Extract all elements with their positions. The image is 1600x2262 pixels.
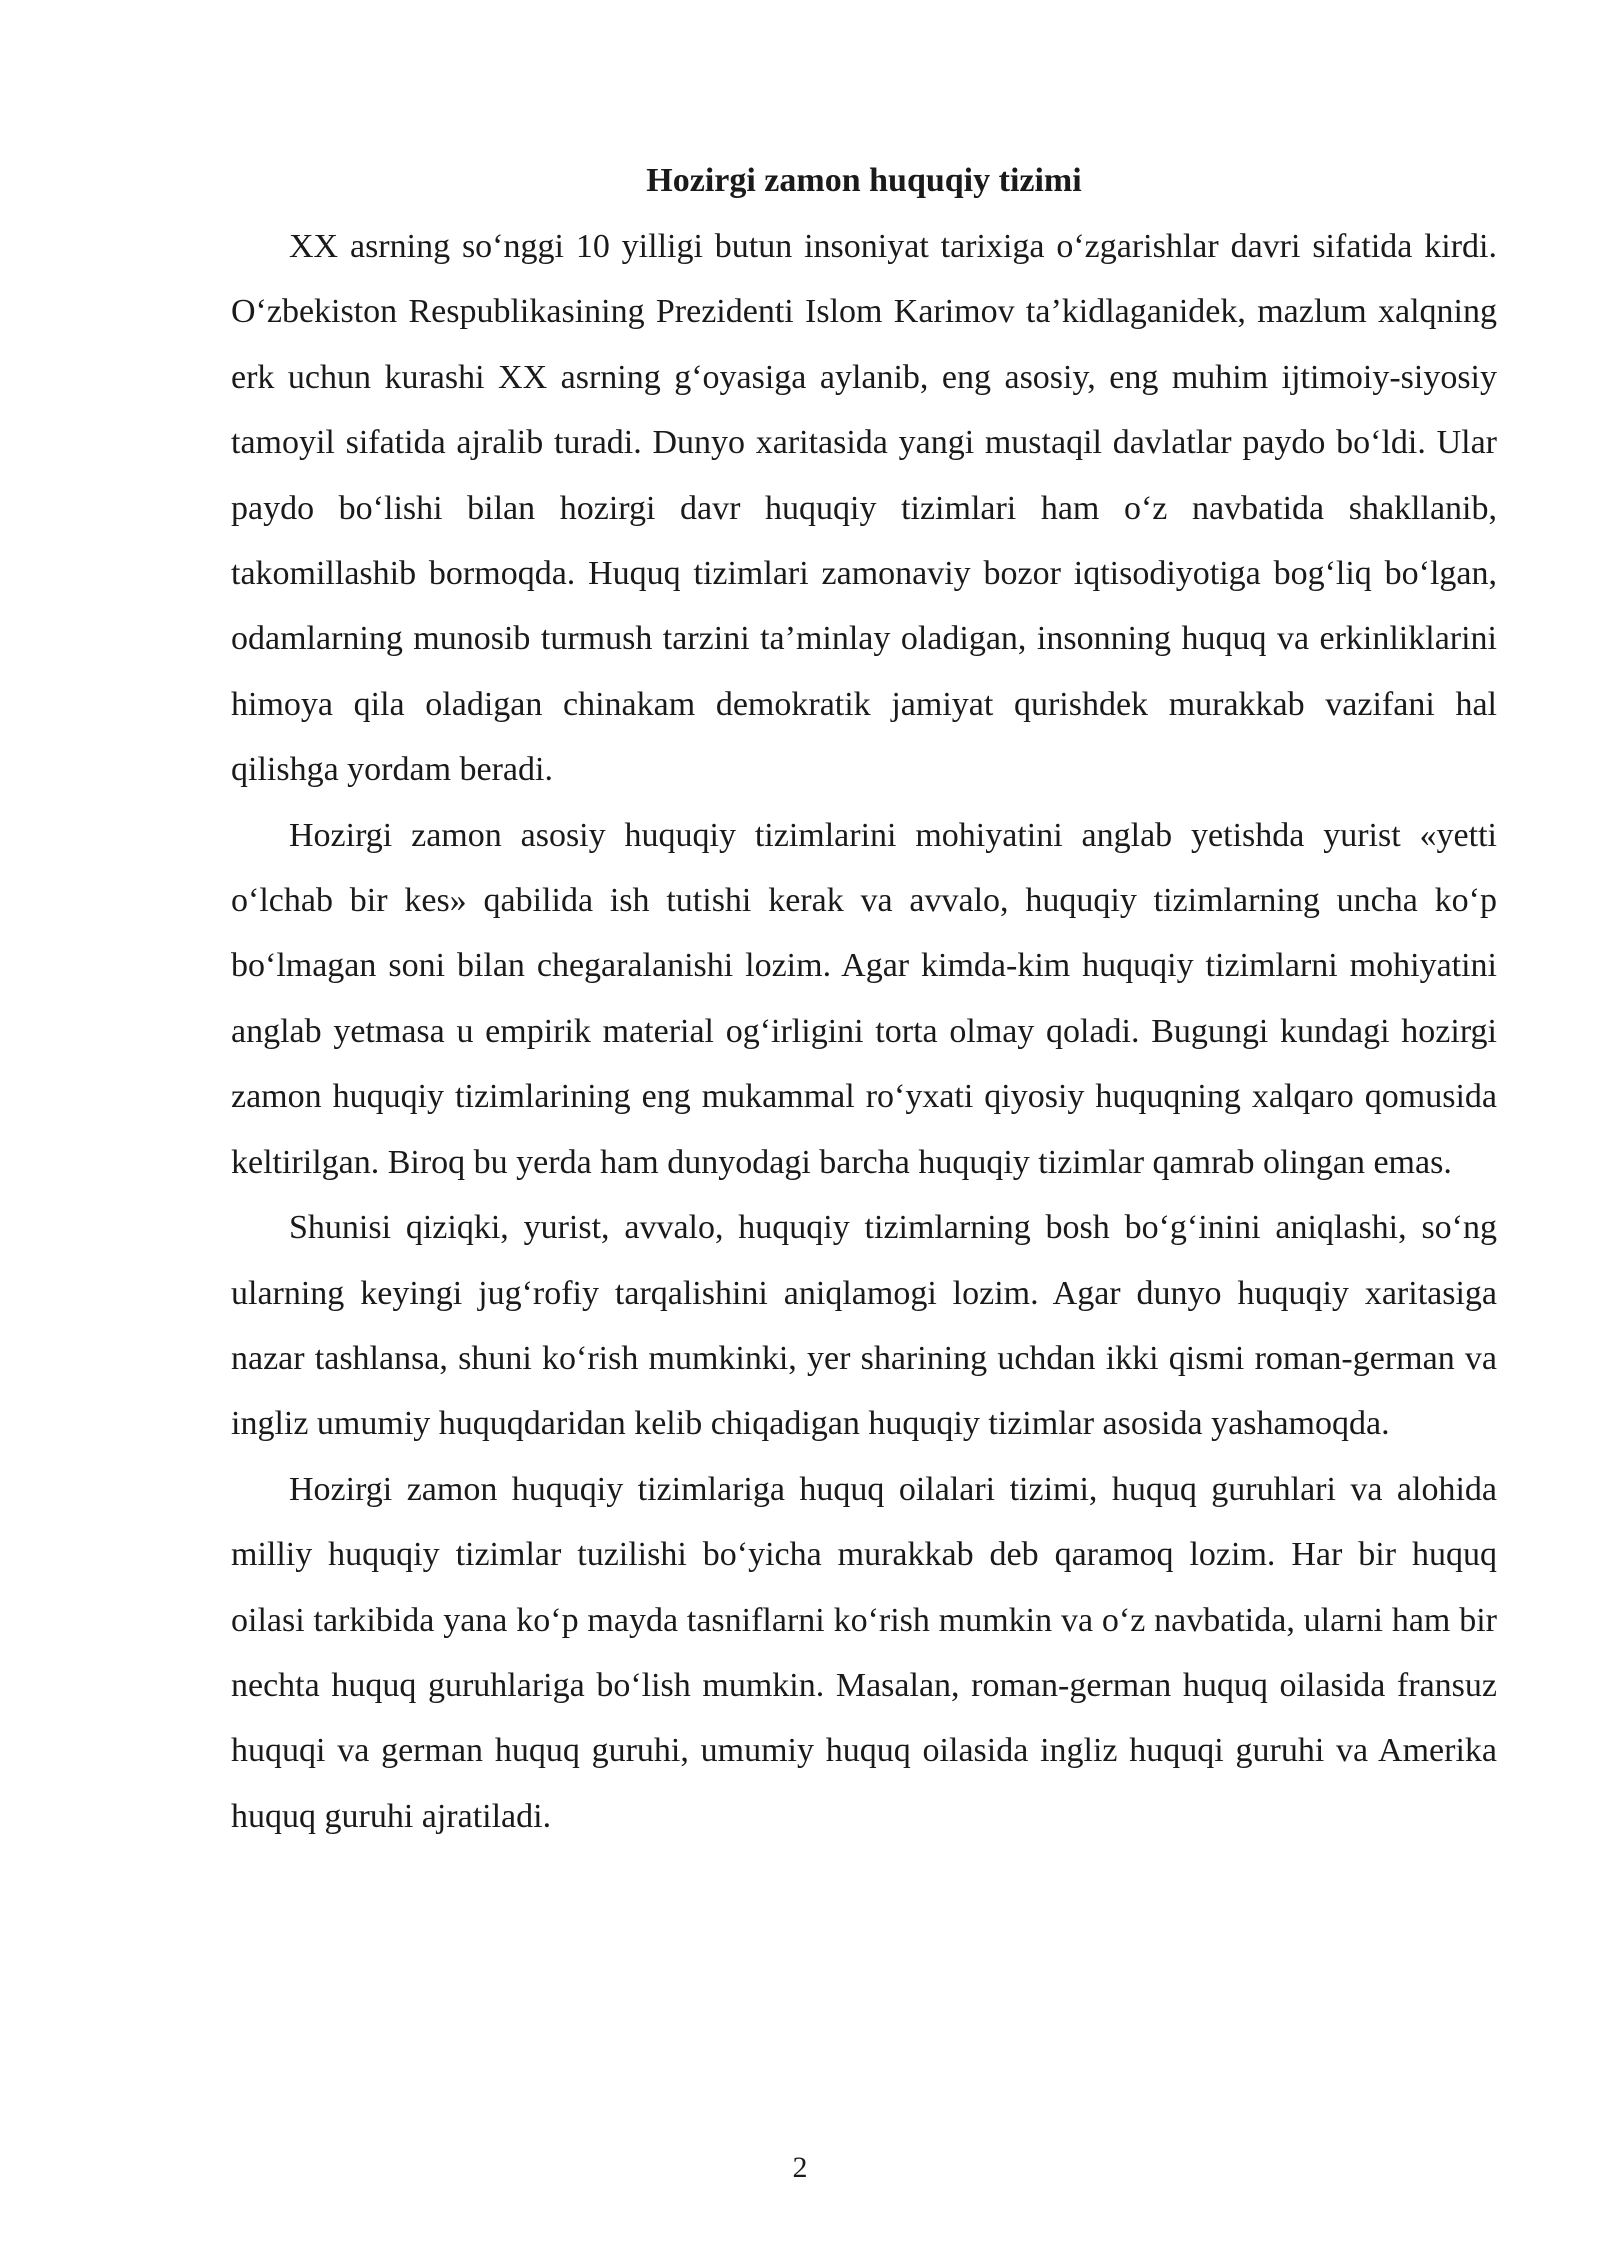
paragraph-2: Hozirgi zamon asosiy huquqiy tizimlarini mohiyatini anglab yetishda yurist «yetti o‘lchab bir kes» qabilida ish tutishi kerak va avvalo, huquqiy tizimlarning uncha ko‘p bo‘lmagan soni bilan chegaralanishi lozim. Agar kimda-kim huquqiy tizimlarni mohiyatini anglab yetmasa u empirik material og‘irligini torta olmay qoladi. Bugungi kundagi hozirgi zamon huquqiy tizimlarining eng mukammal ro‘yxati qiyosiy huquqning xalqaro qomusida keltirilgan. Biroq bu yerda ham dunyodagi barcha huquqiy tizimlar qamrab olingan emas. <box>231 816 1497 1181</box>
paragraph-4: Hozirgi zamon huquqiy tizimlariga huquq oilalari tizimi, huquq guruhlari va alohida milliy huquqiy tizimlar tuzilishi bo‘yicha murakkab deb qaramoq lozim. Har bir huquq oilasi tarkibida yana ko‘p mayda tasniflarni ko‘rish mumkin va o‘z navbatida, ularni ham bir nechta huquq guruhlariga bo‘lish mumkin. Masalan, roman-german huquq oilasida fransuz huquqi va german huquq guruhi, umumiy huquq oilasida ingliz huquqi guruhi va Amerika huquq guruhi ajratiladi. <box>231 1470 1497 1835</box>
page-number: 2 <box>792 2151 808 2184</box>
page-content <box>231 148 1497 1849</box>
paragraph-3: Shunisi qiziqki, yurist, avvalo, huquqiy tizimlarning bosh bo‘g‘inini aniqlashi, so‘ng ularning keyingi jug‘rofiy tarqalishini aniqlamogi lozim. Agar dunyo huquqiy xaritasiga nazar tashlansa, shuni ko‘rish mumkinki, yer sharining uchdan ikki qismi roman-german va ingliz umumiy huquqdaridan kelib chiqadigan huquqiy tizimlar asosida yashamoqda. <box>231 1209 1497 1443</box>
document-title: Hozirgi zamon huquqiy tizimi <box>646 162 1082 199</box>
paragraph-1: XX asrning so‘nggi 10 yilligi butun insoniyat tarixiga o‘zgarishlar davri sifatida kirdi. O‘zbekiston Respublikasining Prezidenti Islom Karimov ta’kidlaganidek, mazlum xalqning erk uchun kurashi XX asrning g‘oyasiga aylanib, eng asosiy, eng muhim ijtimoiy-siyosiy tamoyil sifatida ajralib turadi. Dunyo xaritasida yangi mustaqil davlatlar paydo bo‘ldi. Ular paydo bo‘lishi bilan hozirgi davr huquqiy tizimlari ham o‘z navbatida shakllanib, takomillashib bormoqda. Huquq tizimlari zamonaviy bozor iqtisodiyotiga bog‘liq bo‘lgan, odamlarning munosib turmush tarzini ta’minlay oladigan, insonning huquq va erkinliklarini himoya qila oladigan chinakam demokratik jamiyat qurishdek murakkab vazifani hal qilishga yordam beradi. <box>231 228 1497 789</box>
